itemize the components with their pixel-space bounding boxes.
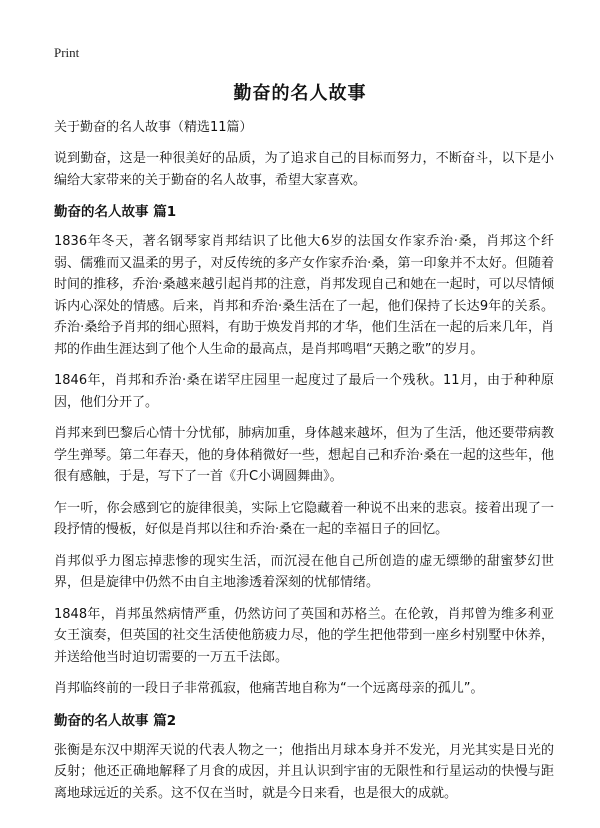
paragraph: 肖邦临终前的一段日子非常孤寂，他痛苦地自称为“一个远离母亲的孤儿”。 [54, 681, 484, 696]
article-subtitle: 关于勤奋的名人故事（精选11篇） [54, 120, 253, 135]
paragraph: 肖邦来到巴黎后心情十分忧郁，肺病加重，身体越来越坏，但为了生活，他还要带病教学生弹琴。第二年春天，他的身体稍微好一些，想起自己和乔治·桑在一起的这些年，他很有感触，于是，写下了一首《升C小调圆舞曲》。 [54, 426, 554, 484]
section-heading: 勤奋的名人故事 篇2 [54, 712, 177, 729]
paragraph: 1848年，肖邦虽然病情严重，仍然访问了英国和苏格兰。在伦敦，肖邦曾为维多利亚女王演奏，但英国的社交生活使他筋疲力尽，他的学生把他带到一座乡村别墅中休养，并送给他当时迫切需要的一万五千法郎。 [54, 606, 554, 665]
article-body [54, 117, 554, 814]
section-1 [54, 201, 554, 700]
section-2 [54, 710, 554, 805]
page-title: 勤奋的名人故事 [233, 83, 367, 104]
paragraph: 张衡是东汉中期浑天说的代表人物之一；他指出月球本身并不发光，月光其实是日光的反射；他还正确地解释了月食的成因，并且认识到宇宙的无限性和行星运动的快慢与距离地球远近的关系。这不仅在当时，就是今日来看，也是很大的成就。 [54, 742, 554, 801]
paragraph: 乍一听，你会感到它的旋律很美，实际上它隐藏着一种说不出来的悲哀。接着出现了一段抒情的慢板，好似是肖邦以往和乔治·桑在一起的幸福日子的回忆。 [54, 500, 554, 537]
print-link[interactable]: Print [54, 45, 80, 60]
paragraph: 肖邦似乎力图忘掉悲惨的现实生活，而沉浸在他自己所创造的虚无缥缈的甜蜜梦幻世界，但是旋律中仍然不由自主地渗透着深刻的忧郁情绪。 [54, 553, 554, 590]
paragraph: 1836年冬天，著名钢琴家肖邦结识了比他大6岁的法国女作家乔治·桑，肖邦这个纤弱、儒雅而又温柔的男子，对反传统的多产女作家乔治·桑，第一印象并不太好。但随着时间的推移，乔治·桑越来越引起肖邦的注意，肖邦发现自己和她在一起时，可以尽情倾诉内心深处的情感。后来，肖邦和乔治·桑生活在了一起，他们保持了长达9年的关系。乔治·桑给予肖邦的细心照料，有助于焕发肖邦的才华，他们生活在一起的后来几年，肖邦的作曲生涯达到了他个人生命的最高点，是肖邦鸣唱“天鹅之歌”的岁月。 [54, 234, 554, 357]
section-heading: 勤奋的名人故事 篇1 [54, 204, 177, 220]
intro-paragraph: 说到勤奋，这是一种很美好的品质，为了追求自己的目标而努力，不断奋斗，以下是小编给大家带来的关于勤奋的名人故事，希望大家喜欢。 [54, 151, 554, 188]
paragraph: 1846年，肖邦和乔治·桑在诺罕庄园里一起度过了最后一个残秋。11月，由于种种原因，他们分开了。 [54, 373, 554, 410]
